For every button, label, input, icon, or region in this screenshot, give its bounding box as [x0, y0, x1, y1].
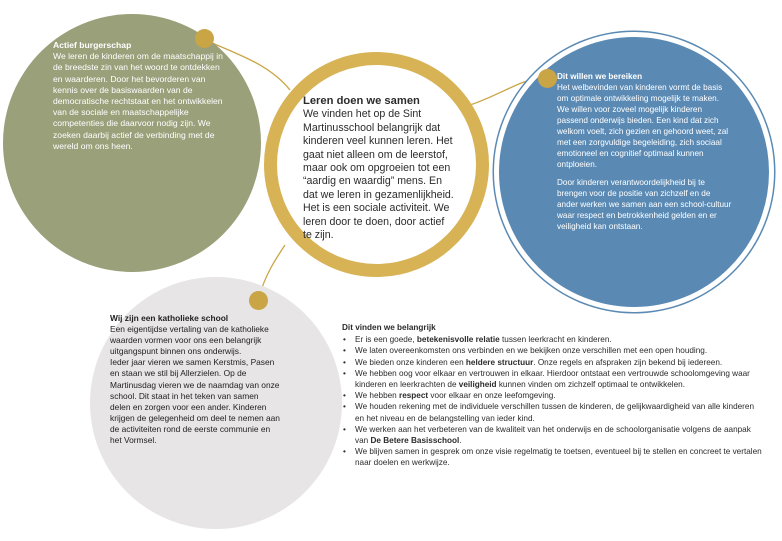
values-item-emphasis: betekenisvolle relatie: [416, 335, 500, 345]
values-section: [342, 322, 762, 469]
values-item-text-end: . Onze regels en afspraken zijn bekend bij iedereen.: [533, 357, 723, 367]
values-item-emphasis: veiligheid: [458, 380, 497, 390]
learning-together-circle: [264, 52, 489, 277]
goals-body-1: Het welbevinden van kinderen vormt de basis om optimale ontwikkeling mogelijk te maken. We willen voor zoveel mogelijk kinderen passend onderwijs bieden. Een kind dat zich welkom voelt, zich gezien en gehoord weet, zal met een zorgvuldige begeleiding, zich sociaal emotioneel en cognitief optimaal kunnen ontploeien.: [557, 83, 729, 169]
values-item: [342, 357, 762, 368]
goals-text: [557, 71, 733, 232]
learning-together-title: Leren doen we samen: [303, 95, 420, 107]
catholic-school-body-1: Een eigentijdse vertaling van de katholieke waarden vormen voor ons een belangrijk uitgangspunt binnen ons onderwijs.: [110, 324, 269, 357]
gold-dot-olive: [195, 29, 214, 48]
values-item: [342, 334, 762, 345]
values-item-text: We laten overeenkomsten ons verbinden en we bekijken onze verschillen met een open houding.: [355, 346, 708, 356]
values-item-text-end: tussen leerkracht en kinderen.: [499, 335, 612, 345]
civic-citizenship-circle: [3, 14, 261, 272]
values-item: [342, 368, 762, 390]
goals-body-2: Door kinderen verantwoordelijkheid bij te brengen voor de positie van zichzelf en de ander werken we samen aan een school-cultuur waar respect en betrokkenheid gelden en er veiligheid kan ontstaan.: [557, 178, 732, 231]
values-item: [342, 424, 762, 446]
values-item-text: We houden rekening met de individuele verschillen tussen de kinderen, de gelijkwaardigheid van alle kinderen en het niveau en de belangstelling van ieder kind.: [355, 402, 755, 423]
values-item-text: We blijven samen in gesprek om onze visie regelmatig te toetsen, eventueel bij te stellen en concreet te vertalen naar doelen en werkwijze.: [355, 447, 762, 468]
civic-citizenship-body: We leren de kinderen om de maatschappij in de breedste zin van het woord te ontdekken en waarderen. Door het bevorderen van kennis over de basiswaarden van de democratische rechtstaat en het ontwikkelen van de sociale en maatschappelijke competenties die daarvoor nodig zijn. We zoeken daarbij actief de verbinding met de wereld om ons heen.: [53, 51, 223, 151]
values-item: [342, 446, 762, 468]
values-item-text: Er is een goede,: [355, 335, 417, 345]
values-item-text: We hebben: [355, 391, 400, 401]
values-item: [342, 401, 762, 423]
catholic-school-circle: [90, 277, 342, 529]
values-item-emphasis: respect: [399, 391, 429, 401]
values-item-text-end: .: [459, 436, 462, 446]
values-list: [342, 334, 762, 468]
values-item-text-end: kunnen vinden om zichzelf optimaal te ontwikkelen.: [496, 380, 685, 390]
values-item-emphasis: De Betere Basisschool: [370, 436, 460, 446]
civic-citizenship-text: [53, 40, 229, 152]
learning-together-text: [303, 95, 456, 242]
values-item-emphasis: heldere structuur: [465, 357, 534, 367]
goals-title: Dit willen we bereiken: [557, 72, 643, 81]
values-item-text-end: voor elkaar en onze leefomgeving.: [428, 391, 556, 401]
learning-together-body: We vinden het op de Sint Martinusschool belangrijk dat kinderen veel kunnen leren. Het gaat niet alleen om de leerstof, maar ook om opgroeien tot een “aardig en waardig” mens. En dat we leren in gezamenlijkheid. Het is een sociale activiteit. We leren door te doen, door actief te zijn.: [303, 108, 454, 242]
catholic-school-body-2: Ieder jaar vieren we samen Kerstmis, Pasen en staan we stil bij Allerzielen. Op de Martinusdag vieren we de naamdag van onze school. Dit staat in het teken van samen delen en zorgen voor een ander. Kinderen krijgen de gelegenheid om deel te nemen aan de activiteiten rond de eerste communie en het Vormsel.: [110, 357, 280, 446]
gold-dot-grey: [249, 291, 268, 310]
catholic-school-text: [110, 313, 280, 446]
values-item-text: We hebben oog voor elkaar en vertrouwen in elkaar. Hierdoor ontstaat een vertrouwde schoolomgeving waar kinderen en leerkrachten de: [355, 368, 750, 390]
gold-dot-blue: [538, 69, 557, 88]
values-item: [342, 390, 762, 401]
values-title: Dit vinden we belangrijk: [342, 323, 436, 332]
civic-citizenship-title: Actief burgerschap: [53, 40, 132, 50]
values-item-text: We bieden onze kinderen een: [355, 357, 466, 367]
values-item-text: We werken aan het verbeteren van de kwaliteit van het onderwijs en de schoolorganisatie volgens de aanpak van: [355, 424, 751, 446]
goals-circle: [494, 32, 774, 312]
values-item: [342, 345, 762, 356]
catholic-school-title: Wij zijn een katholieke school: [110, 313, 229, 323]
